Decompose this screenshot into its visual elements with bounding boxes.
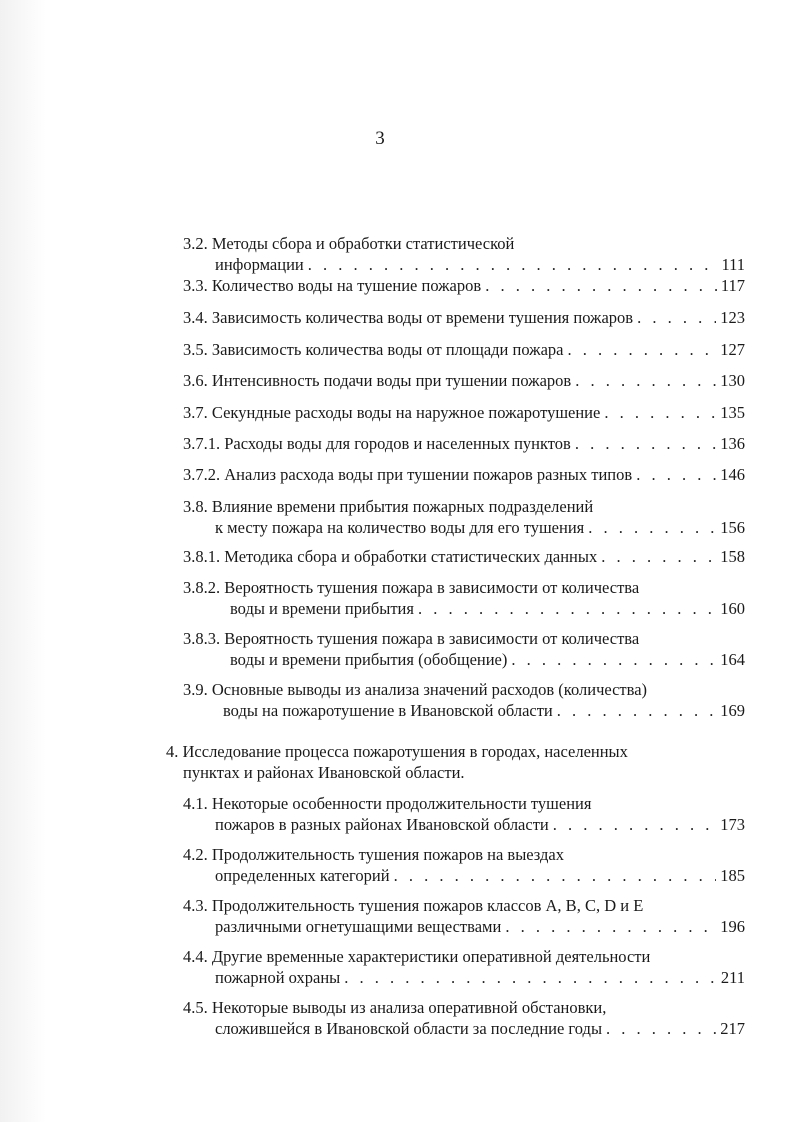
toc-page-number: 185 (720, 866, 745, 885)
leader-dots (557, 700, 716, 721)
leader-dots (418, 598, 716, 619)
toc-entry-text: 3.4. Зависимость количества воды от времени тушения пожаров (183, 308, 634, 327)
toc-entry-text: 3.8. Влияние времени прибытия пожарных подразделений (183, 497, 594, 516)
toc-entry-text: 3.7.1. Расходы воды для городов и населенных пунктов (183, 434, 571, 453)
toc-entry-text-cont: пожарной охраны (215, 968, 341, 987)
toc-entry-text-cont: информации (215, 255, 304, 274)
toc-page-number: 160 (720, 599, 745, 618)
toc-entry-text: 3.2. Методы сбора и обработки статистической (183, 234, 515, 253)
toc-entry-4-2 (183, 844, 745, 886)
toc-entry-4-3 (183, 895, 745, 937)
toc-entry-text: 3.7.2. Анализ расхода воды при тушении пожаров разных типов (183, 465, 633, 484)
leader-dots (604, 402, 716, 423)
toc-page-number: 173 (720, 815, 745, 834)
toc-page-number: 164 (720, 650, 745, 669)
leader-dots (606, 1018, 716, 1039)
toc-entry-text: 3.8.2. Вероятность тушения пожара в зависимости от количества (183, 578, 640, 597)
chapter-title: 4. Исследование процесса пожаротушения в городах, населенных (166, 742, 628, 761)
leader-dots (601, 546, 716, 567)
toc-entry-text: 3.8.3. Вероятность тушения пожара в зависимости от количества (183, 629, 640, 648)
toc-page-number: 127 (720, 340, 745, 359)
toc-entry-text-cont: пожаров в разных районах Ивановской области (215, 815, 549, 834)
toc-entry-3-8-2 (183, 577, 745, 619)
leader-dots (588, 517, 716, 538)
leader-dots (575, 433, 716, 454)
toc-entry-4-4 (183, 946, 745, 988)
toc-entry-3-8-1 (183, 546, 745, 567)
leader-dots (511, 649, 716, 670)
leader-dots (394, 865, 717, 886)
leader-dots (567, 339, 716, 360)
toc-entry-3-8 (183, 496, 745, 538)
toc-page-number: 156 (720, 518, 745, 537)
leader-dots (308, 254, 718, 275)
toc-page-number: 217 (720, 1019, 745, 1038)
toc-entry-3-9 (183, 679, 745, 721)
leader-dots (637, 307, 716, 328)
toc-entry-text: 4.5. Некоторые выводы из анализа оперативной обстановки, (183, 998, 607, 1017)
toc-entry-3-8-3 (183, 628, 745, 670)
toc-entry-text-cont: к месту пожара на количество воды для его тушения (215, 518, 585, 537)
toc-page-number: 117 (720, 276, 745, 295)
toc-entry-3-7-1 (183, 433, 745, 454)
toc-page-number: 123 (720, 308, 745, 327)
toc-entry-3-7 (183, 402, 745, 423)
toc-entry-text: 4.4. Другие временные характеристики оперативной деятельности (183, 947, 651, 966)
toc-entry-text-cont: воды на пожаротушение в Ивановской области (223, 701, 553, 720)
toc-entry-text-cont: сложившейся в Ивановской области за последние годы (215, 1019, 603, 1038)
toc-chapter-4 (166, 741, 746, 783)
toc-entry-text: 3.5. Зависимость количества воды от площади пожара (183, 340, 564, 359)
leader-dots (636, 464, 716, 485)
toc-entry-text-cont: воды и времени прибытия (230, 599, 414, 618)
toc-entry-3-6 (183, 370, 745, 391)
leader-dots (344, 967, 717, 988)
toc-page-number: 136 (720, 434, 745, 453)
toc-page-number: 130 (720, 371, 745, 390)
toc-entry-3-3 (183, 275, 745, 296)
toc-entry-3-4 (183, 307, 745, 328)
toc-entry-text: 3.3. Количество воды на тушение пожаров (183, 276, 482, 295)
leader-dots (575, 370, 716, 391)
toc-page-number: 135 (720, 403, 745, 422)
toc-page-number: 111 (721, 255, 745, 274)
toc-entry-3-2 (183, 233, 745, 275)
toc-entry-text: 4.3. Продолжительность тушения пожаров классов A, B, C, D и E (183, 896, 644, 915)
page-number: 3 (375, 128, 385, 149)
toc-entry-text: 3.8.1. Методика сбора и обработки статистических данных (183, 547, 598, 566)
toc-page-number: 158 (720, 547, 745, 566)
toc-page-number: 146 (720, 465, 745, 484)
toc-entry-text: 3.6. Интенсивность подачи воды при тушении пожаров (183, 371, 572, 390)
toc-entry-text-cont: различными огнетушащими веществами (215, 917, 502, 936)
chapter-title-cont: пунктах и районах Ивановской области. (183, 763, 465, 782)
toc-entry-text-cont: определенных категорий (215, 866, 390, 885)
toc-entry-text-cont: воды и времени прибытия (обобщение) (230, 650, 508, 669)
toc-entry-4-5 (183, 997, 745, 1039)
leader-dots (505, 916, 716, 937)
toc-entry-text: 4.2. Продолжительность тушения пожаров на выездах (183, 845, 564, 864)
toc-entry-text: 3.7. Секундные расходы воды на наружное пожаротушение (183, 403, 601, 422)
toc-entry-3-7-2 (183, 464, 745, 485)
toc-entry-text: 3.9. Основные выводы из анализа значений расходов (количества) (183, 680, 648, 699)
leader-dots (553, 814, 717, 835)
leader-dots (485, 275, 717, 296)
toc-entry-3-5 (183, 339, 745, 360)
toc-entry-text: 4.1. Некоторые особенности продолжительности тушения (183, 794, 592, 813)
toc-entry-4-1 (183, 793, 745, 835)
toc-page-number: 169 (720, 701, 745, 720)
toc-page-number: 196 (720, 917, 745, 936)
toc-page-number: 211 (720, 968, 745, 987)
